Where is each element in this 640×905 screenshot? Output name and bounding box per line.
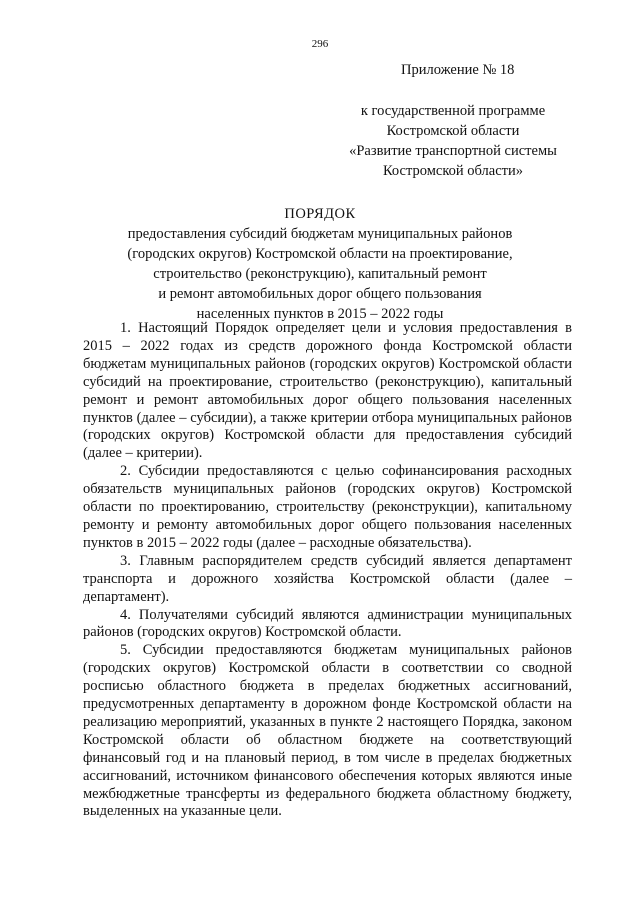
annex-title: Приложение № 18 xyxy=(401,62,515,78)
document-body xyxy=(83,320,572,821)
annex-reference-line: Костромской области» xyxy=(382,163,523,179)
annex-reference xyxy=(340,101,566,181)
page-number: 296 xyxy=(311,38,329,50)
document-heading xyxy=(100,204,540,324)
annex-reference-line: «Развитие транспортной системы xyxy=(349,143,557,159)
document-subtitle-line: (городских округов) Костромской области на проектирование, xyxy=(127,246,513,262)
document-subtitle-line: и ремонт автомобильных дорог общего пользования xyxy=(158,286,482,302)
paragraph-3: 3. Главным распорядителем средств субсидий является департамент транспорта и дорожного хозяйства Костромской области (далее – департамент). xyxy=(83,552,572,605)
annex-reference-line: Костромской области xyxy=(386,123,520,139)
document-subtitle-line: населенных пунктов в 2015 – 2022 годы xyxy=(196,306,444,322)
document-subtitle-line: предоставления субсидий бюджетам муниципальных районов xyxy=(127,226,513,242)
document-subtitle-line: строительство (реконструкцию), капитальный ремонт xyxy=(153,266,487,282)
paragraph-5: 5. Субсидии предоставляются бюджетам муниципальных районов (городских округов) Костромской области в соответствии со сводной росписью областного бюджета в пределах бюджетных ассигнований, предусмотренных департаменту в дорожном фонде Костромской области на реализацию мероприятий, указанных в пункте 2 настоящего Порядка, законом Костромской области об областном бюджете на соответствующий финансовый год и на плановый период, в том числе в пределах бюджетных ассигнований, источником финансового обеспечения которых являются иные межбюджетные трансферты из федерального бюджета областному бюджету, выделенных на указанные цели. xyxy=(83,642,572,820)
annex-reference-line: к государственной программе xyxy=(360,103,546,119)
paragraph-1: 1. Настоящий Порядок определяет цели и условия предоставления в 2015 – 2022 годах из средств дорожного фонда Костромской области бюджетам муниципальных районов (городских округов) Костромской области субсидий на проектирование, строительство (реконструкцию), капитальный ремонт и ремонт автомобильных дорог общего пользования населенных пунктов (далее – субсидии), а также критерии отбора муниципальных районов (городских округов) Костромской области для предоставления субсидий (далее – критерии). xyxy=(83,320,572,462)
document-title: ПОРЯДОК xyxy=(284,206,356,222)
paragraph-2: 2. Субсидии предоставляются с целью софинансирования расходных обязательств муниципальных районов (городских округов) Костромской области по проектированию, строительству (реконструкции), капитальному ремонту и ремонту автомобильных дорог общего пользования населенных пунктов в 2015 – 2022 годы (далее – расходные обязательства). xyxy=(83,463,572,551)
paragraph-4: 4. Получателями субсидий являются администрации муниципальных районов (городских округов) Костромской области. xyxy=(83,606,572,641)
